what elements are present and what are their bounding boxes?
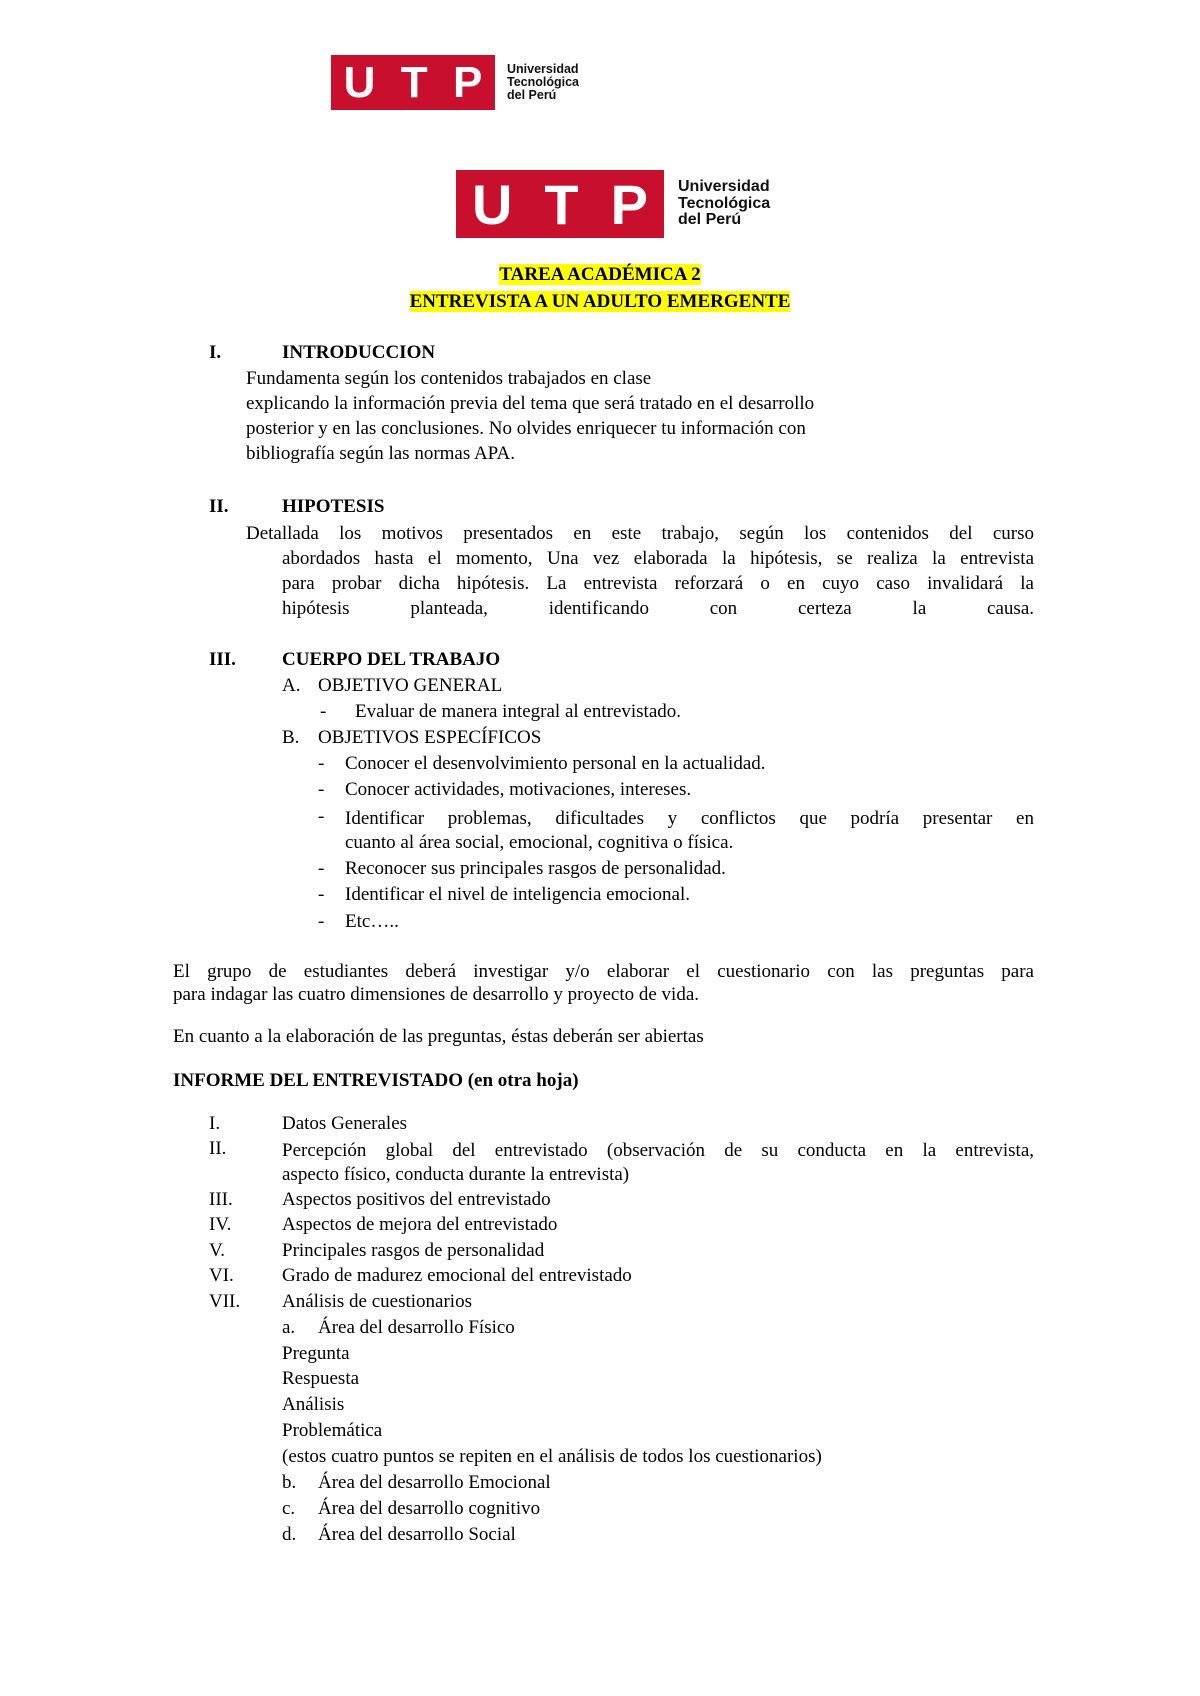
- hipotesis-line: para probar dicha hipótesis. La entrevista reforzará o en cuyo caso invalidará la: [282, 573, 1034, 594]
- utp-logo-top: [331, 55, 579, 110]
- logo-line-3: del Perú: [678, 211, 742, 229]
- utp-logo-mark: [331, 55, 495, 110]
- report-item-number: VI.: [209, 1265, 234, 1286]
- logo-letter-p: P: [452, 57, 483, 107]
- section-number: II.: [209, 496, 229, 517]
- hipotesis-line: hipótesis planteada, identificando con certeza la causa.: [282, 598, 1034, 619]
- sub-item-label: b.: [282, 1472, 297, 1493]
- objetivo-general-item: Evaluar de manera integral al entrevistado.: [355, 701, 682, 722]
- section-number: III.: [209, 649, 236, 670]
- report-item-text: Principales rasgos de personalidad: [282, 1240, 545, 1261]
- objetivo-general-heading: OBJETIVO GENERAL: [318, 675, 503, 696]
- report-item-number: IV.: [209, 1214, 232, 1235]
- objetivo-especifico-item: Etc…..: [345, 911, 399, 932]
- subsection-label: A.: [282, 675, 301, 696]
- utp-logo-text: [507, 63, 579, 102]
- bullet-dash: -: [318, 806, 325, 827]
- intro-line: explicando la información previa del tema que será tratado en el desarrollo: [246, 393, 815, 414]
- logo-line-3: del Perú: [507, 88, 557, 103]
- logo-line-2: Tecnológica: [507, 74, 580, 89]
- sub-item-label: d.: [282, 1524, 297, 1545]
- logo-letter-u: U: [343, 57, 376, 107]
- report-item-text: Percepción global del entrevistado (observación de su conducta en la entrevista,: [282, 1140, 1034, 1161]
- sub-item-label: c.: [282, 1498, 296, 1519]
- bullet-dash: -: [318, 858, 325, 879]
- report-item-text: Aspectos de mejora del entrevistado: [282, 1214, 558, 1235]
- hipotesis-line: abordados hasta el momento, Una vez elaborada la hipótesis, se realiza la entrevista: [282, 548, 1034, 569]
- logo-letter-t: T: [400, 57, 428, 107]
- objetivo-especifico-item: Reconocer sus principales rasgos de personalidad.: [345, 858, 726, 879]
- objetivo-especifico-item: cuanto al área social, emocional, cognitiva o física.: [345, 832, 734, 853]
- bullet-dash: -: [320, 701, 327, 722]
- analysis-point: Problemática: [282, 1420, 383, 1441]
- sub-item-label: a.: [282, 1317, 296, 1338]
- intro-line: posterior y en las conclusiones. No olvides enriquecer tu información con: [246, 418, 806, 439]
- report-item-number: I.: [209, 1113, 221, 1134]
- logo-letter-u: U: [471, 172, 513, 236]
- report-item-text: Grado de madurez emocional del entrevistado: [282, 1265, 632, 1286]
- sub-item-text: Área del desarrollo Emocional: [318, 1472, 551, 1493]
- objetivo-especifico-item: Identificar problemas, dificultades y conflictos que podría presentar en: [345, 808, 1034, 829]
- objetivos-especificos-heading: OBJETIVOS ESPECÍFICOS: [318, 727, 542, 748]
- paragraph-line: para indagar las cuatro dimensiones de desarrollo y proyecto de vida.: [173, 984, 700, 1005]
- logo-letter-p: P: [610, 172, 648, 236]
- utp-logo-mark: [456, 170, 664, 238]
- analysis-point: Respuesta: [282, 1368, 360, 1389]
- report-item-text: Datos Generales: [282, 1113, 408, 1134]
- intro-line: Fundamenta según los contenidos trabajados en clase: [246, 368, 652, 389]
- logo-letter-t: T: [544, 172, 579, 236]
- report-item-text: Aspectos positivos del entrevistado: [282, 1189, 551, 1210]
- report-item-number: V.: [209, 1240, 226, 1261]
- analysis-note: (estos cuatro puntos se repiten en el análisis de todos los cuestionarios): [282, 1446, 822, 1467]
- informe-heading: INFORME DEL ENTREVISTADO (en otra hoja): [173, 1070, 579, 1091]
- section-number: I.: [209, 342, 222, 363]
- sub-item-text: Área del desarrollo cognitivo: [318, 1498, 541, 1519]
- subsection-label: B.: [282, 727, 300, 748]
- sub-item-text: Área del desarrollo Físico: [318, 1317, 515, 1338]
- section-heading-cuerpo: CUERPO DEL TRABAJO: [282, 649, 501, 670]
- bullet-dash: -: [318, 779, 325, 800]
- intro-line: bibliografía según las normas APA.: [246, 443, 515, 464]
- logo-line-1: Universidad: [678, 177, 770, 195]
- utp-logo-main: [456, 170, 770, 238]
- bullet-dash: -: [318, 911, 325, 932]
- section-heading-hipotesis: HIPOTESIS: [282, 496, 385, 517]
- report-item-text: Análisis de cuestionarios: [282, 1291, 472, 1312]
- report-item-number: VII.: [209, 1291, 241, 1312]
- analysis-point: Análisis: [282, 1394, 345, 1415]
- analysis-point: Pregunta: [282, 1343, 350, 1364]
- section-heading-introduccion: INTRODUCCION: [282, 342, 436, 363]
- title-text-1: TAREA ACADÉMICA 2: [499, 264, 701, 285]
- bullet-dash: -: [318, 884, 325, 905]
- objetivo-especifico-item: Conocer el desenvolvimiento personal en la actualidad.: [345, 753, 766, 774]
- hipotesis-line: Detallada los motivos presentados en este trabajo, según los contenidos del curso: [246, 523, 1034, 544]
- logo-line-2: Tecnológica: [678, 194, 771, 212]
- bullet-dash: -: [318, 753, 325, 774]
- title-text-2: ENTREVISTA A UN ADULTO EMERGENTE: [409, 291, 791, 312]
- paragraph-line: En cuanto a la elaboración de las preguntas, éstas deberán ser abiertas: [173, 1026, 704, 1047]
- objetivo-especifico-item: Identificar el nivel de inteligencia emocional.: [345, 884, 691, 905]
- objetivo-especifico-item: Conocer actividades, motivaciones, intereses.: [345, 779, 692, 800]
- document-title-line-2: [0, 291, 1200, 313]
- report-item-number: III.: [209, 1189, 233, 1210]
- paragraph-line: El grupo de estudiantes deberá investigar y/o elaborar el cuestionario con las preguntas para: [173, 961, 1034, 982]
- report-item-text: aspecto físico, conducta durante la entrevista): [282, 1164, 630, 1185]
- document-title-line-1: [0, 264, 1200, 286]
- sub-item-text: Área del desarrollo Social: [318, 1524, 516, 1545]
- report-item-number: II.: [209, 1138, 227, 1159]
- logo-line-1: Universidad: [507, 61, 579, 76]
- utp-logo-text: [678, 179, 770, 229]
